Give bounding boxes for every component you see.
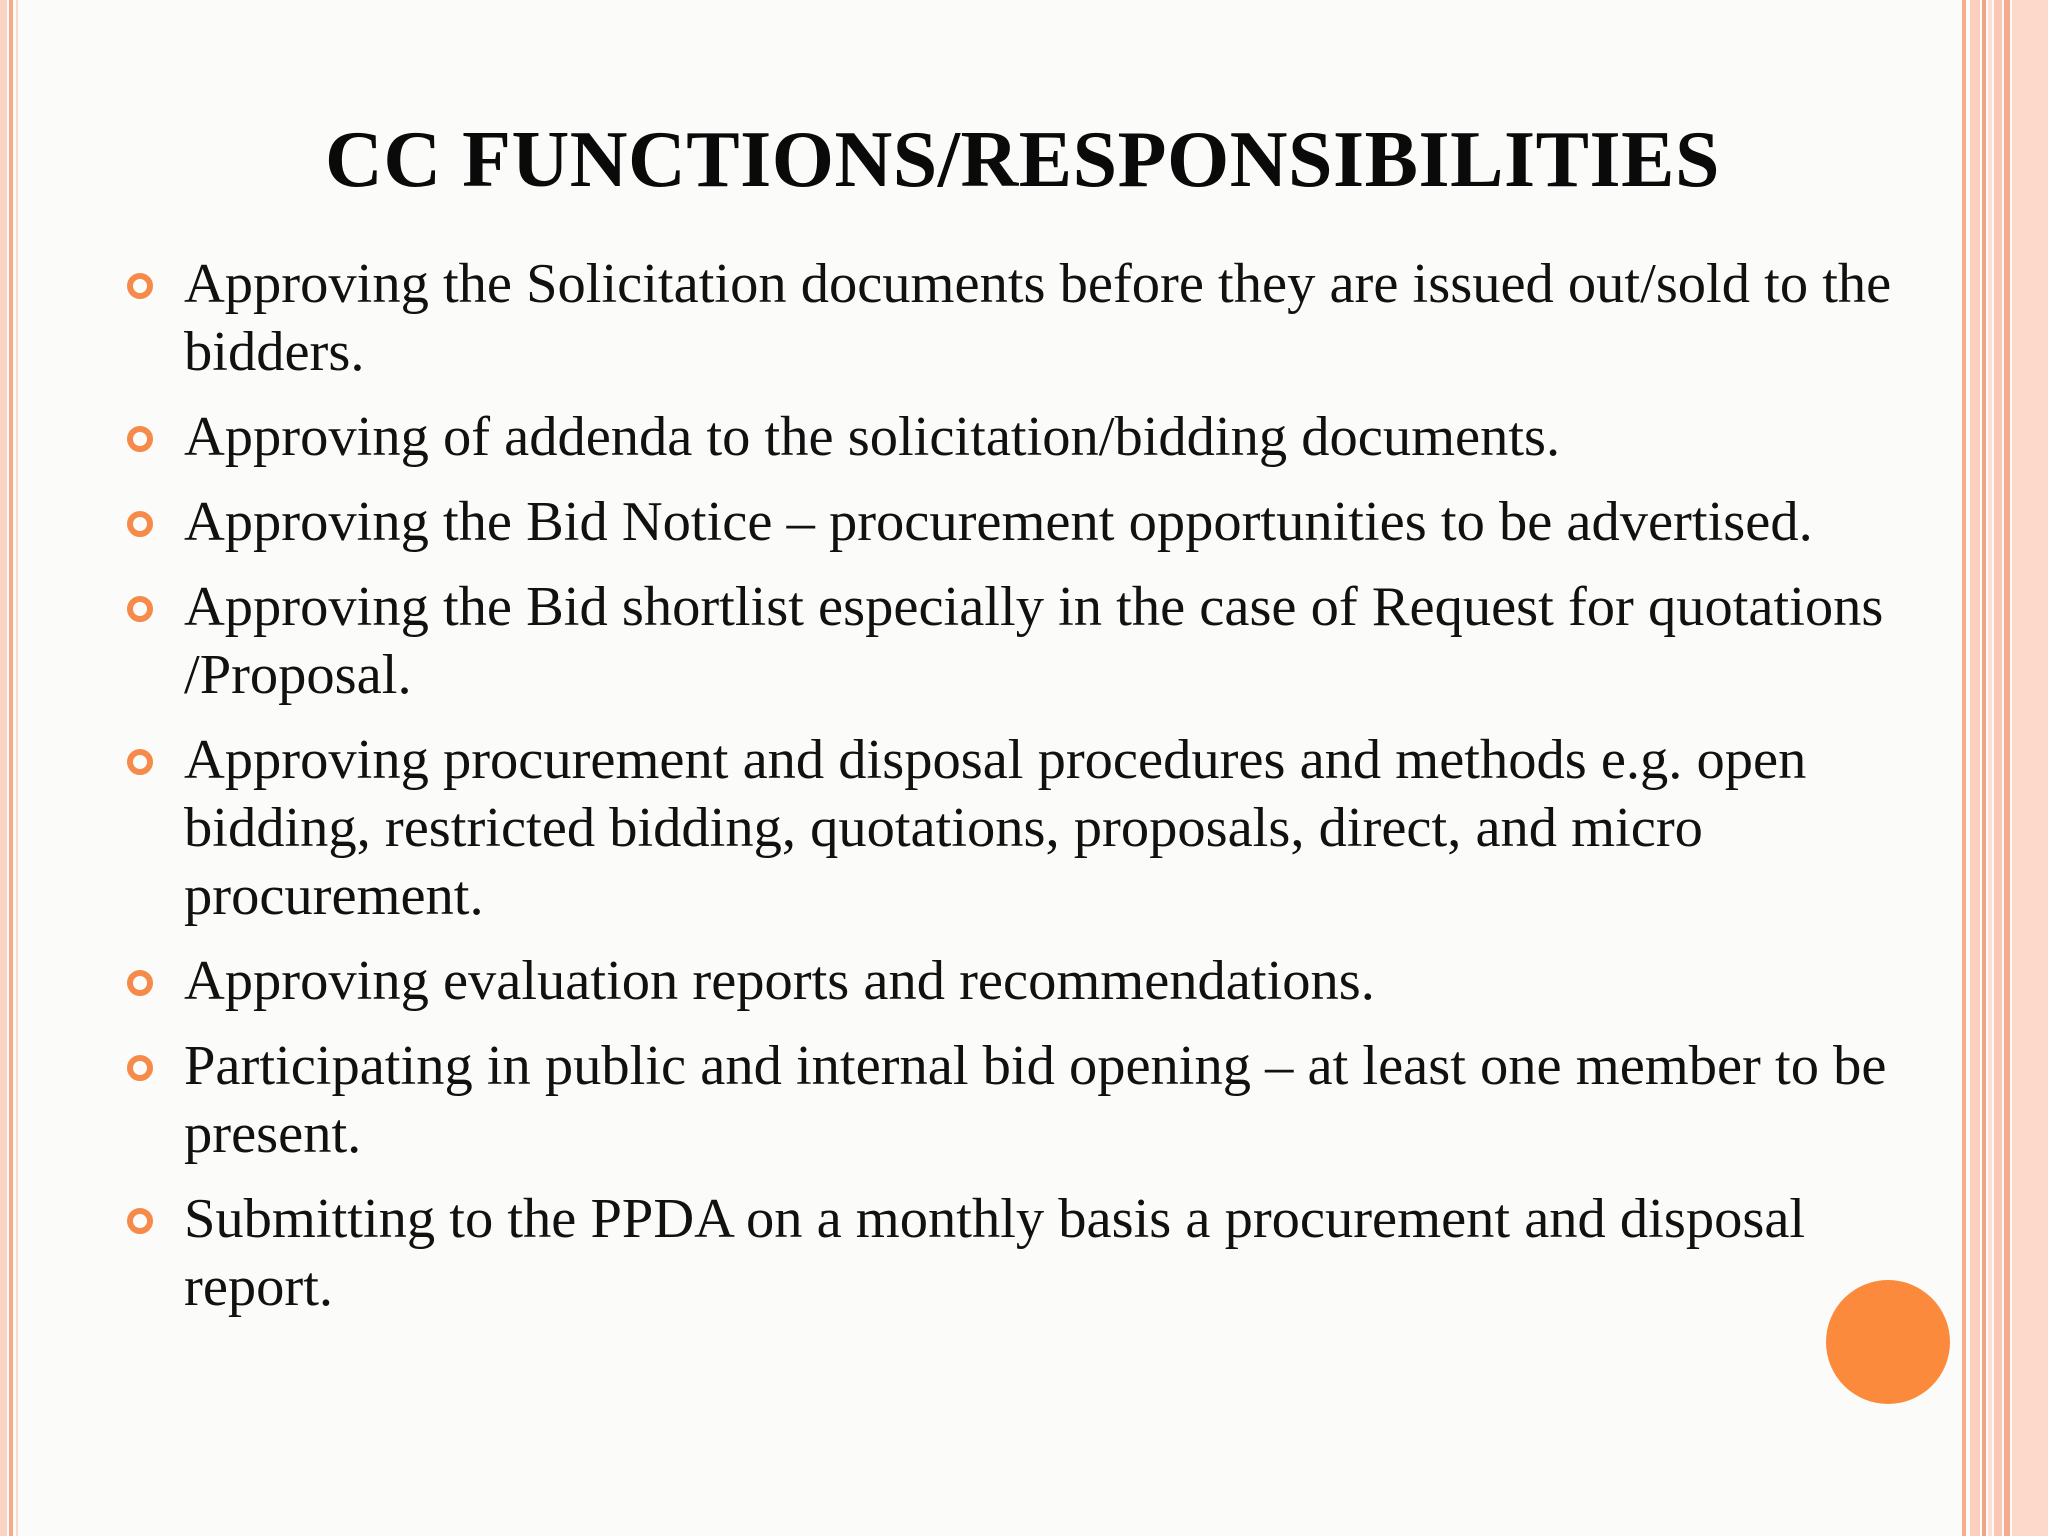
bullet-text: Approving the Bid shortlist especially in the case of Request for quotations /Proposal. — [184, 576, 1884, 706]
bullet-text: Approving the Solicitation documents before they are issued out/sold to the bidders. — [184, 253, 1892, 383]
bullet-text: Approving the Bid Notice – procurement opportunities to be advertised. — [184, 491, 1813, 553]
circle-outline-icon — [127, 1208, 153, 1234]
right-border-stripe — [2004, 0, 2010, 1536]
bullet-text: Approving of addenda to the solicitation/bidding documents. — [184, 406, 1561, 468]
slide-title: CC FUNCTIONS/RESPONSIBILITIES — [325, 116, 1720, 204]
bullet-item — [120, 488, 1910, 556]
bullet-text: Submitting to the PPDA on a monthly basis a procurement and disposal report. — [184, 1188, 1806, 1318]
right-border-stripe — [1982, 0, 1986, 1536]
bullet-text: Participating in public and internal bid opening – at least one member to be present. — [184, 1035, 1887, 1165]
bullet-text: Approving procurement and disposal procedures and methods e.g. open bidding, restricted bidding, quotations, proposals, direct, and micro procurement. — [184, 729, 1807, 927]
bullet-item — [120, 1185, 1910, 1321]
bullet-item — [120, 947, 1910, 1015]
bullet-item — [120, 403, 1910, 471]
left-border-stripe — [0, 0, 7, 1536]
left-border-stripe — [16, 0, 18, 1536]
circle-outline-icon — [127, 749, 153, 775]
right-border-stripe — [1970, 0, 1980, 1536]
bullet-text: Approving evaluation reports and recommendations. — [184, 950, 1375, 1012]
circle-outline-icon — [127, 273, 153, 299]
bullet-list — [120, 250, 1910, 1338]
bullet-item — [120, 250, 1910, 386]
circle-outline-icon — [127, 511, 153, 537]
right-border-stripe — [1962, 0, 1966, 1536]
circle-outline-icon — [127, 970, 153, 996]
bullet-item — [120, 573, 1910, 709]
right-border-stripe — [2012, 0, 2048, 1536]
left-border-stripe — [9, 0, 13, 1536]
circle-outline-icon — [127, 1055, 153, 1081]
circle-outline-icon — [127, 596, 153, 622]
decorative-orange-circle — [1826, 1280, 1950, 1404]
bullet-item — [120, 726, 1910, 930]
right-border-stripe — [1994, 0, 2002, 1536]
right-border-stripe — [1988, 0, 1992, 1536]
circle-outline-icon — [127, 426, 153, 452]
bullet-item — [120, 1032, 1910, 1168]
